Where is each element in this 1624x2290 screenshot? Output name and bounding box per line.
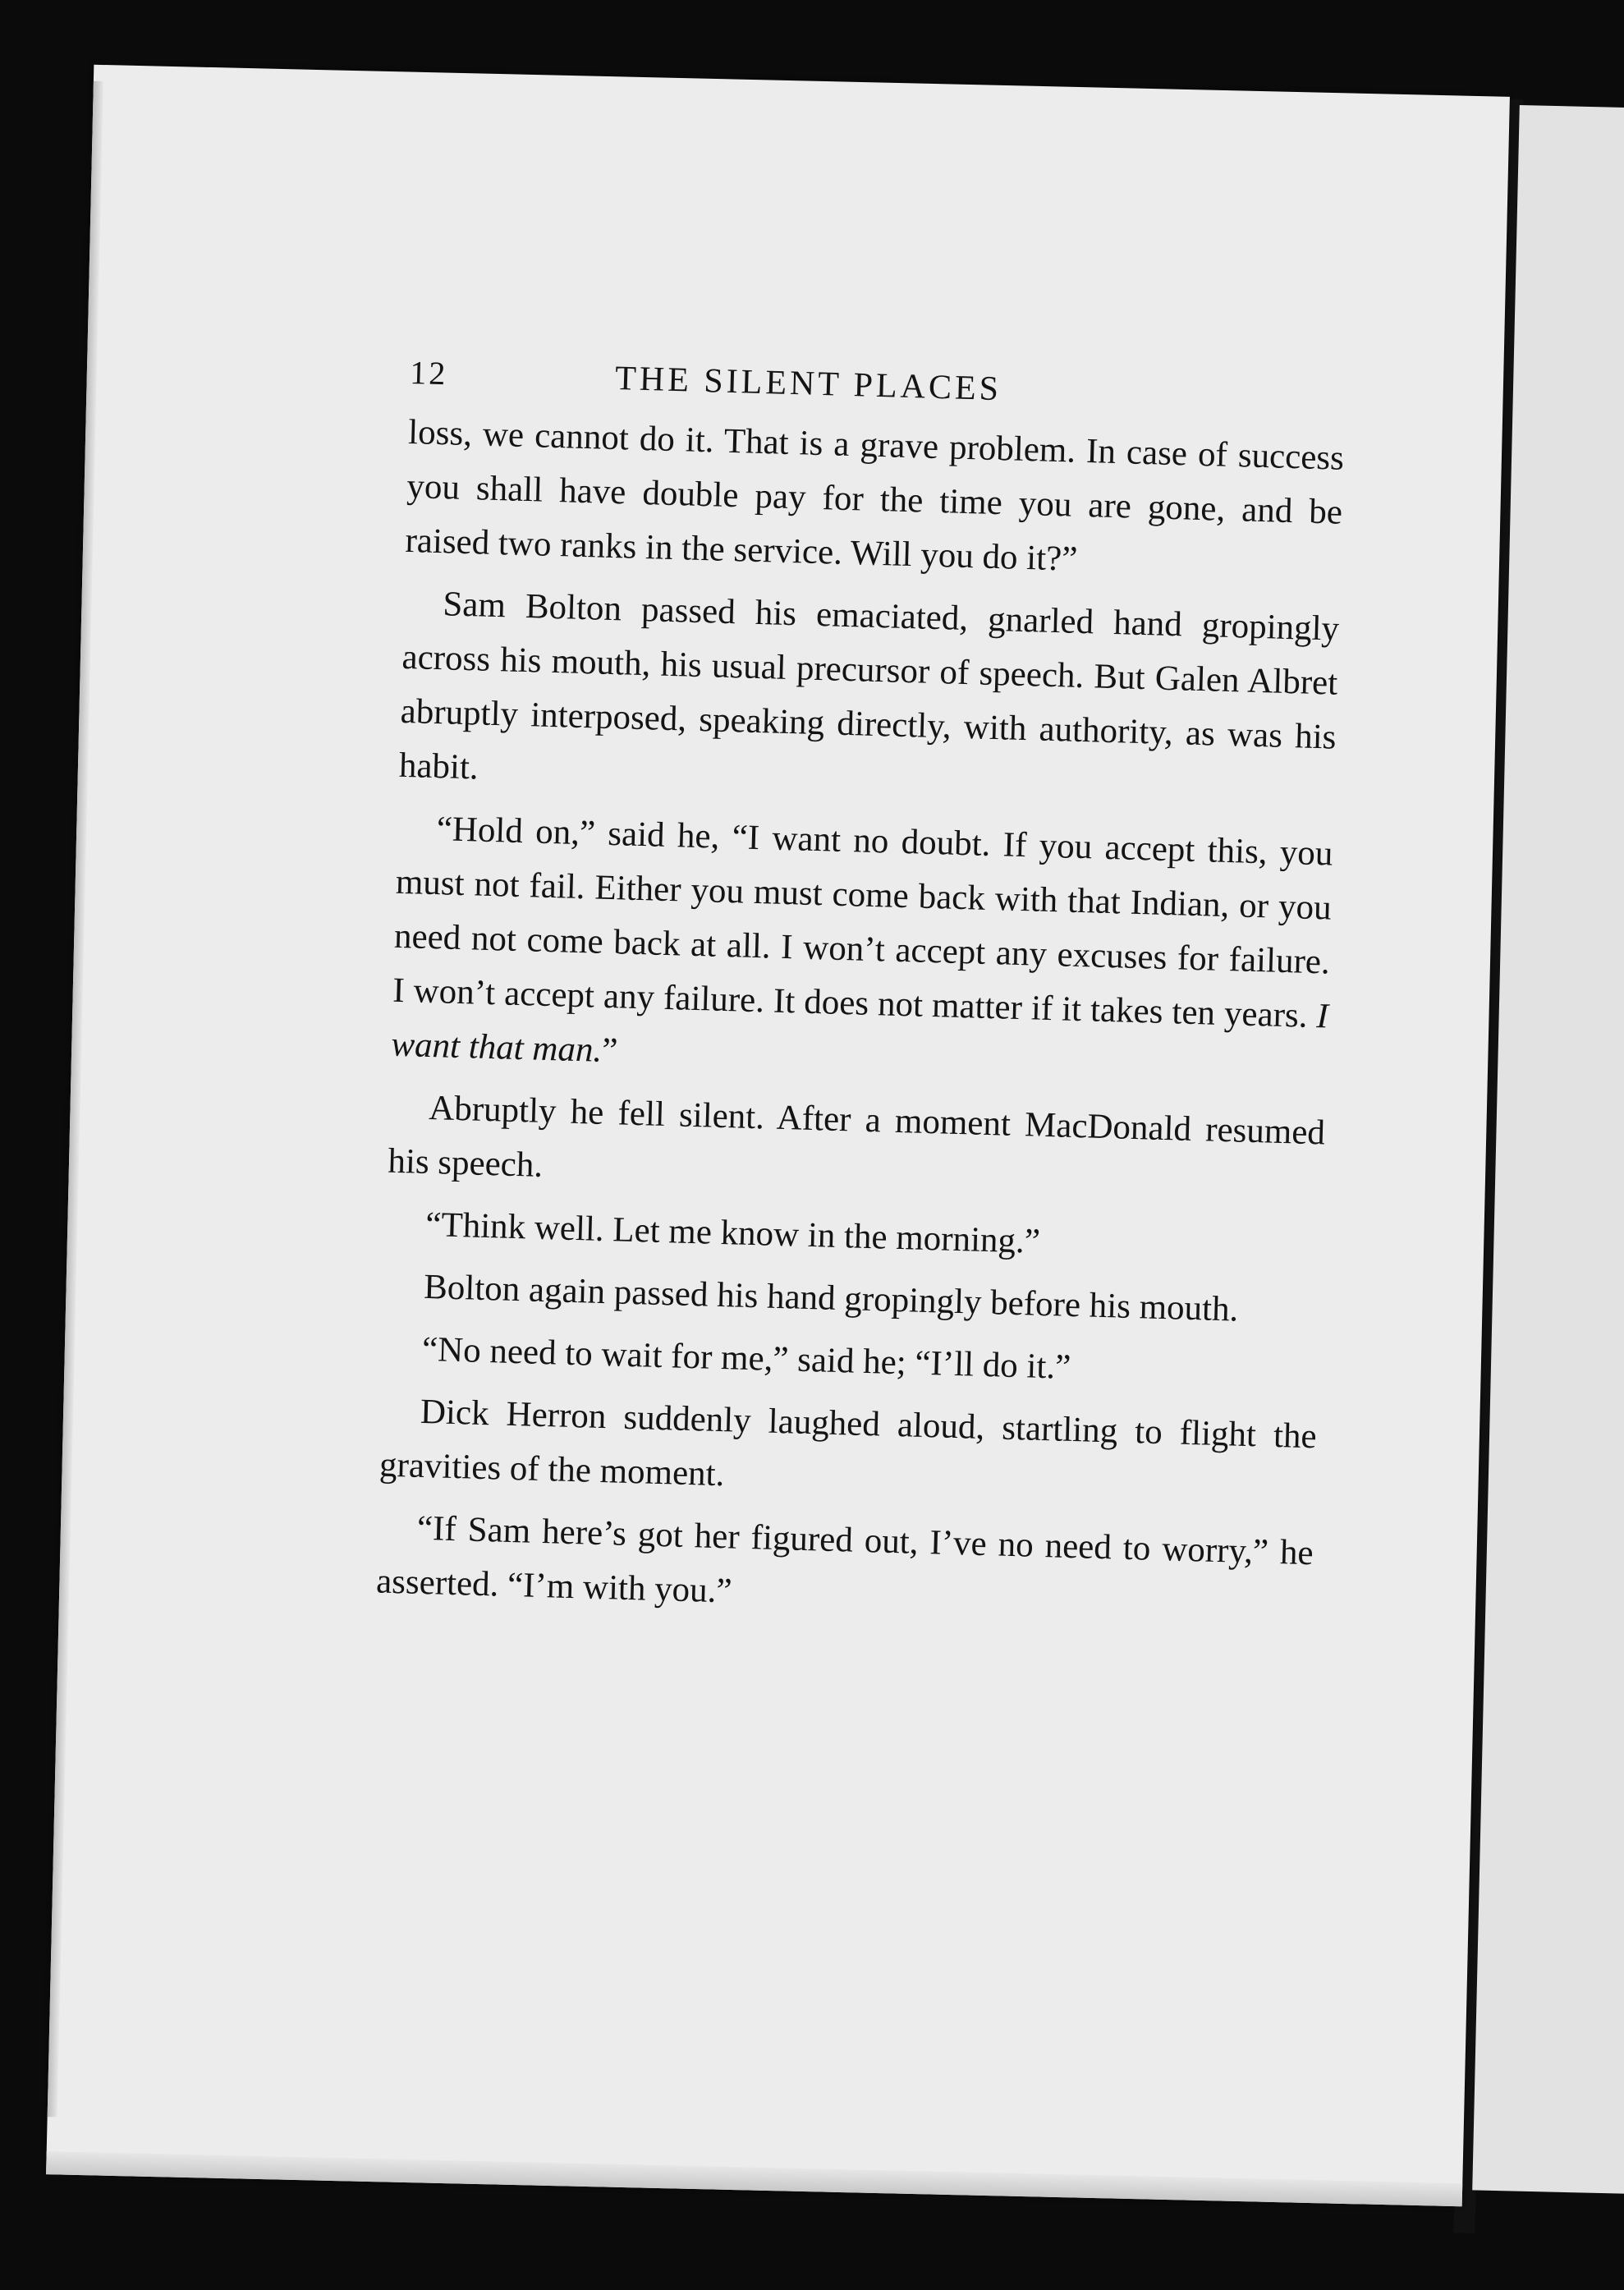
- page-text-block: [375, 353, 1346, 1635]
- paragraph: Sam Bolton passed his emaciated, gnarled hand gropingly across his mouth, his usual precursor of speech. But Galen Albret abruptly interposed, speaking directly, with authority, as was his habit.: [398, 585, 1340, 787]
- page-bottom-edge: [46, 2151, 1462, 2206]
- body-text: [375, 406, 1344, 1635]
- paragraph: “No need to wait for me,” said he; “I’ll do it.”: [421, 1329, 1071, 1387]
- closing-quote: ”: [601, 1030, 618, 1071]
- paragraph: Dick Herron suddenly laughed aloud, startling to flight the gravities of the moment.: [378, 1392, 1318, 1494]
- paragraph: [391, 801, 1334, 1099]
- paragraph-text: “Hold on,” said he, “I want no doubt. If you accept this, you must not fail. Either you must come back with that Indian, or you need not come back at all. I won’t accept any excuses for failure. I won’t accept any failure. It does not matter if it takes ten years.: [392, 810, 1334, 1035]
- book-title: THE SILENT PLACES: [614, 359, 1002, 409]
- paragraph: “If Sam here’s got her figured out, I’ve no need to worry,” he asserted. “I’m with you.”: [375, 1508, 1314, 1611]
- page-number: 12: [409, 353, 448, 392]
- paragraph: Bolton again passed his hand gropingly before his mouth.: [423, 1267, 1239, 1329]
- paragraph: Abruptly he fell silent. After a moment MacDonald resumed his speech.: [387, 1088, 1326, 1185]
- paragraph: loss, we cannot do it. That is a grave problem. In case of success you shall have double pay for the time you are gone, and be raised two ranks in the service. Will you do it?”: [404, 412, 1345, 579]
- page-left-edge: [48, 81, 103, 2118]
- paragraph: “Think well. Let me know in the morning.”: [424, 1205, 1041, 1261]
- italic-phrase: I want that man.: [390, 997, 1329, 1070]
